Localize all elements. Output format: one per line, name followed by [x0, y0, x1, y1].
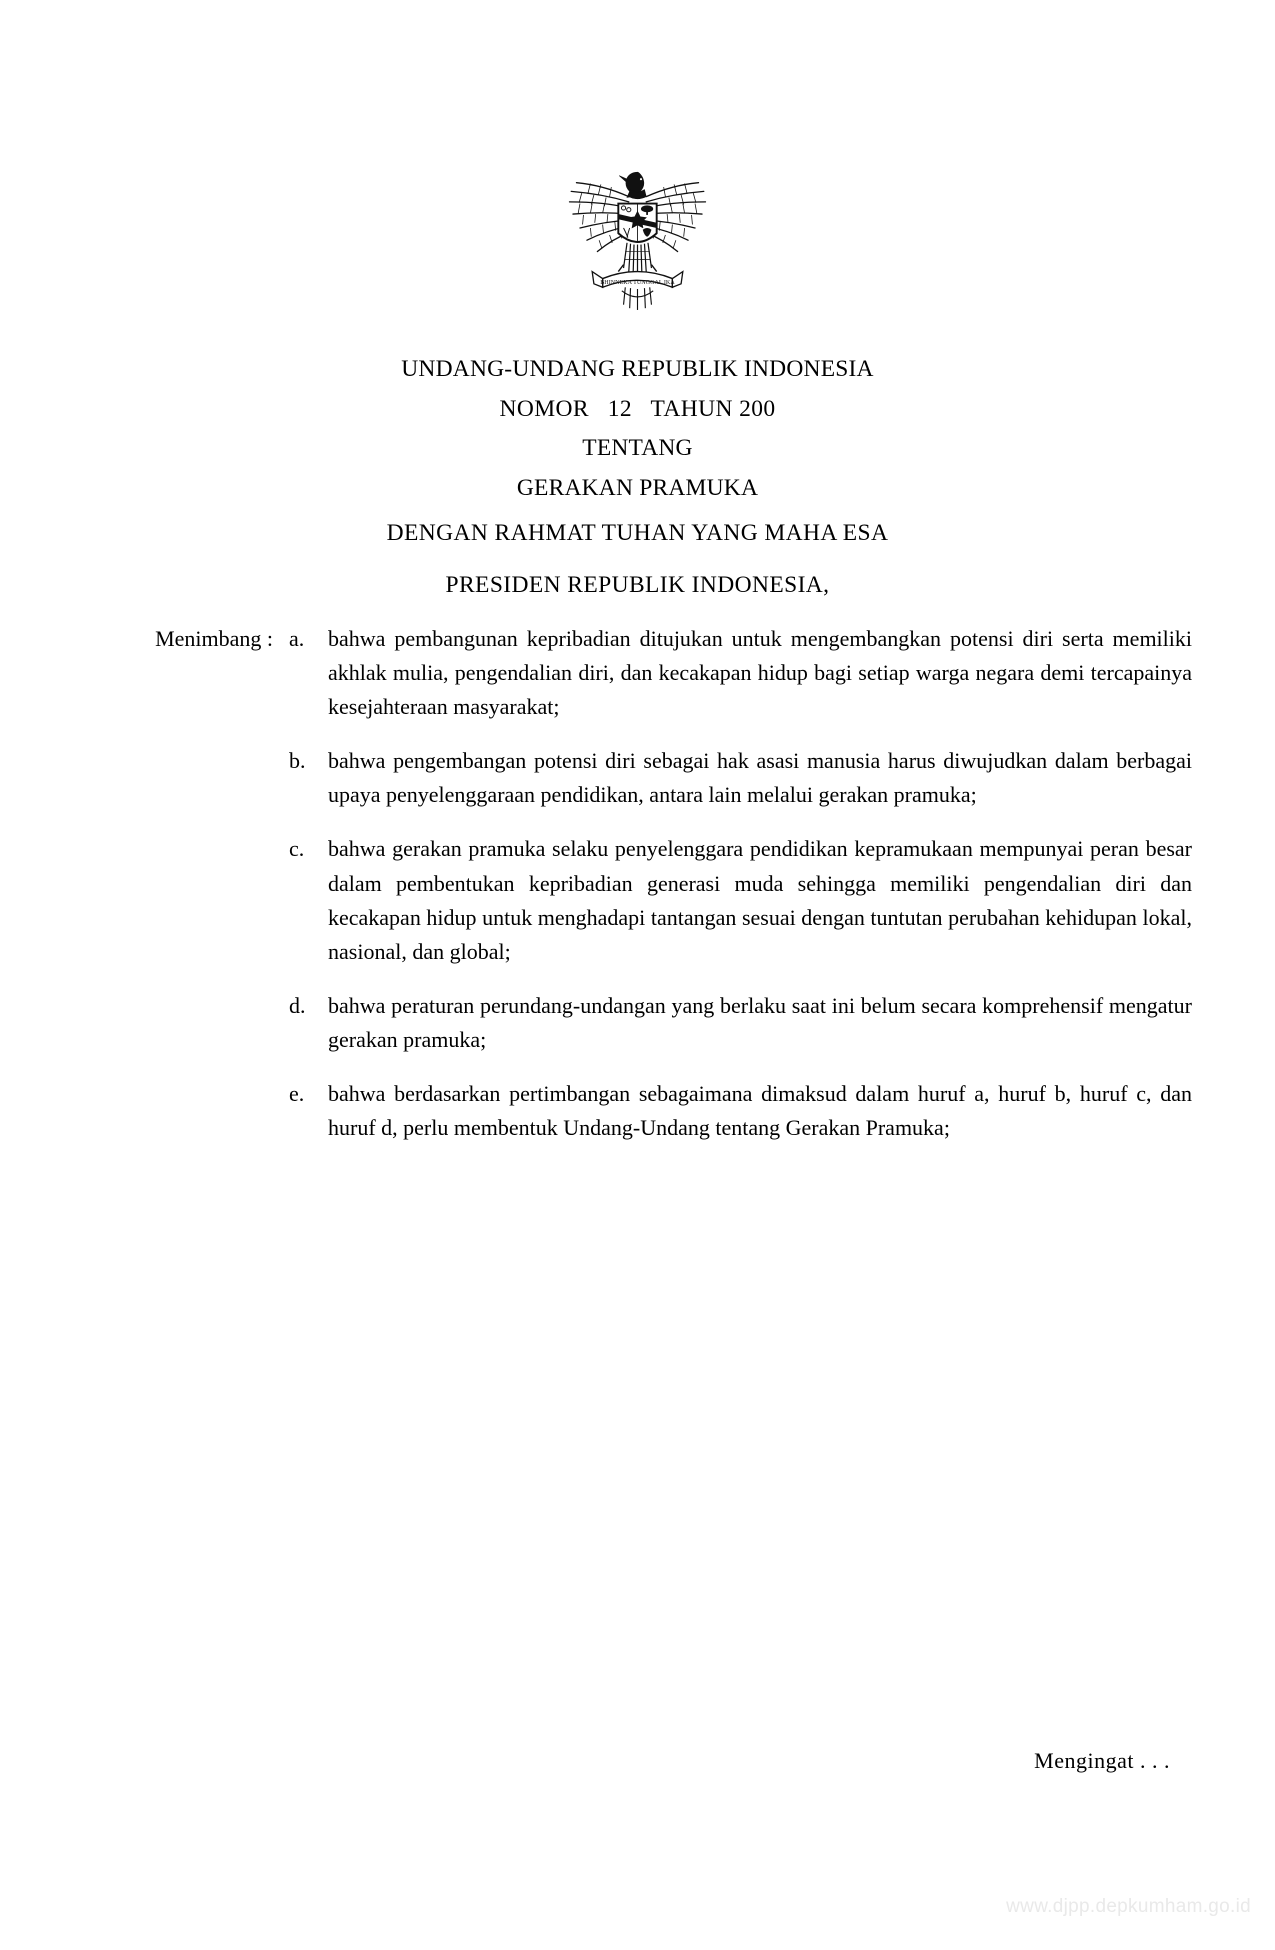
item-text-b: bahwa pengembangan potensi diri sebagai hak asasi manusia harus diwujudkan dalam berbagai upaya penyelenggaraan pendidikan, antara lain melalui gerakan pramuka;	[328, 748, 1192, 808]
item-text-e: bahwa berdasarkan pertimbangan sebagaimana dimaksud dalam huruf a, huruf b, huruf c, dan huruf d, perlu membentuk Undang-Undang tentang Gerakan Pramuka;	[328, 1081, 1192, 1141]
page-catchword: Mengingat . . .	[1034, 1748, 1170, 1773]
considering-item-b	[0, 744, 1275, 812]
garuda-pancasila-emblem	[550, 160, 725, 330]
considering-label: Menimbang :	[155, 626, 273, 651]
preamble-line-rahmat: DENGAN RAHMAT TUHAN YANG MAHA ESA	[386, 520, 889, 546]
title-line-number: NOMOR 12 TAHUN 200	[499, 395, 776, 422]
title-line-law: UNDANG-UNDANG REPUBLIK INDONESIA	[401, 356, 874, 382]
emblem-motto-text: BHINNEKA TUNGGAL IKA	[600, 279, 675, 286]
emblem-container	[0, 160, 1275, 330]
considering-item-e	[0, 1077, 1275, 1145]
item-marker-a: a.	[289, 626, 305, 651]
considering-item-a	[0, 622, 1275, 724]
item-marker-d: d.	[289, 992, 306, 1018]
preamble-line-presiden: PRESIDEN REPUBLIK INDONESIA,	[445, 571, 830, 598]
considering-item-d	[0, 989, 1275, 1057]
considering-item-c	[0, 832, 1275, 968]
title-line-tentang: TENTANG	[582, 435, 693, 461]
title-line-subject: GERAKAN PRAMUKA	[516, 474, 759, 501]
considering-section	[0, 622, 1275, 1145]
source-watermark: www.djpp.depkumham.go.id	[1006, 1896, 1251, 1917]
item-text-c: bahwa gerakan pramuka selaku penyelenggara pendidikan kepramukaan mempunyai peran besar dalam pembentukan kepribadian generasi muda sehingga memiliki pengendalian diri dan kecakapan hidup untuk menghadapi tantangan sesuai dengan tuntutan perubahan kehidupan lokal, nasional, dan global;	[328, 836, 1192, 964]
item-marker-e: e.	[289, 1081, 305, 1107]
title-block	[0, 358, 1275, 516]
item-text-a: bahwa pembangunan kepribadian ditujukan untuk mengembangkan potensi diri serta memiliki akhlak mulia, pengendalian diri, dan kecakapan hidup bagi setiap warga negara demi tercapainya kesejahteraan masyarakat;	[328, 626, 1192, 720]
item-marker-c: c.	[289, 836, 305, 862]
item-text-d: bahwa peraturan perundang-undangan yang berlaku saat ini belum secara komprehensif mengatur gerakan pramuka;	[328, 992, 1192, 1052]
item-marker-b: b.	[289, 748, 306, 774]
preamble-block	[0, 522, 1275, 625]
